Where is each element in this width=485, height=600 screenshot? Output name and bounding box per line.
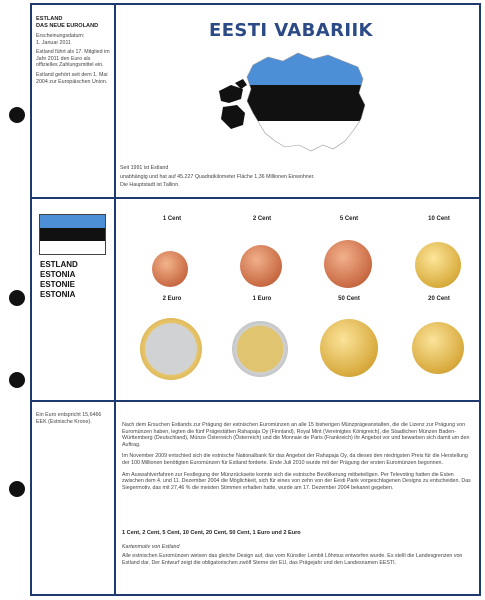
coin-50-cent [320, 319, 378, 377]
coin-label-5-cent: 5 Cent [339, 216, 359, 222]
motif-text: Alle estnischen Euromünzen weisen das gleiche Design auf, das vom Künstler Lembit Lõhmus entworfen wurde. Es stellt die Landesgrenzen von Estland dar. Der Entwurf zeigt die obligatorischen zwölf Sterne der EU, das Prägejahr und den Landesnamen EESTI. [122, 553, 463, 566]
intro-date: Erscheinungsdatum: 1. Januar 2011 [36, 33, 85, 46]
coin-5-cent [324, 240, 372, 288]
country-name-it: ESTONIA [40, 290, 76, 299]
coin-label-2-cent: 2 Cent [252, 216, 272, 222]
coin-2-cent [240, 245, 282, 287]
coin-10-cent [415, 242, 461, 288]
binder-hole-1 [9, 107, 25, 123]
coin-label-2-euro: 2 Euro [162, 296, 182, 302]
intro-text [36, 16, 110, 88]
coin-label-20-cent: 20 Cent [428, 296, 450, 302]
coin-20-cent [412, 322, 464, 374]
flag-stripe-white [40, 241, 105, 254]
page-title: EESTI VABARIIK [209, 20, 373, 41]
coin-1-euro [232, 321, 288, 377]
intro-heading-1: ESTLAND [36, 16, 63, 22]
intro-heading-2: DAS NEUE EUROLAND [36, 23, 99, 29]
binder-hole-2 [9, 290, 25, 306]
section-divider-2 [30, 400, 481, 402]
coin-label-1-euro: 1 Euro [252, 296, 272, 302]
country-name-en: ESTONIA [40, 270, 76, 279]
coin-1-cent [152, 251, 188, 287]
coin-label-10-cent: 10 Cent [428, 216, 450, 222]
coin-label-50-cent: 50 Cent [338, 296, 360, 302]
flag-stripe-black [40, 228, 105, 241]
column-divider [114, 3, 116, 596]
flag-stripe-blue [40, 215, 105, 228]
intro-euro: Estland führt als 17. Mitglied im Jahr 2011 den Euro als offizielles Zahlungsmittel ein. [36, 49, 110, 69]
section-divider-1 [30, 197, 481, 199]
main-text-p1: Nach dem Ersuchen Estlands zur Prägung der estnischen Euromünzen an alle 15 bisherigen Münzprägeanstalten, die die Lizenz zur Prägung von Euromünzen haben, legten die fünf Prägestätten Rahapaja Oy (Finnland), Royal Mint (Vereinigtes Königreich), die Staatlichen Münzen Baden-Württemberg (Deutschland), Münze Österreich (Österreich) und die Monnaie de Paris (Frankreich) ihr Angebot vor und bewarben sich damit um den Auftrag. [122, 422, 470, 448]
binder-hole-4 [9, 481, 25, 497]
intro-eu: Estland gehört seit dem 1. Mai 2004 zur Europäischen Union. [36, 71, 108, 85]
country-name-de: ESTLAND [40, 260, 78, 269]
main-text-p2: Im November 2009 entschied sich die estnische Nationalbank für das Angebot der Rahapaja Oy, da dieses den niedrigsten Preis für die Herstellung der 100 Millionen benötigten Euromünzen für Estland forderte. Ende Juli 2010 wurde mit der Prägung der ersten Euromünzen begonnen. [122, 453, 468, 466]
estonia-flag [39, 214, 106, 255]
country-name-fr: ESTONIE [40, 280, 75, 289]
motif-label: Kartenmotiv von Estland [122, 544, 180, 550]
caption-line-2: unabhängig und hat auf 45.227 Quadratkilometer Fläche 1,36 Millionen Einwohner. [120, 173, 315, 180]
caption-line-1: Seit 1991 ist Estland [120, 165, 169, 171]
main-text-p3: Am Auswahlverfahren zur Festlegung der Münzrückseite konnte sich die estnische Bevölkerung mitbeteiligen. Per Televoting hatten die Esten zwischen dem 4. und 11. Dezember 2004 die Möglichkeit, sich für eines von zehn von der Eesti Pank vorgeschlagenen Designs zu entscheiden. Das Siegermotiv, das mit 27,46 % die meisten Stimmen erhalten hatte, wurde am 17. Dezember 2004 bekannt gegeben. [122, 471, 471, 491]
coin-label-1-cent: 1 Cent [162, 216, 182, 222]
denominations-line: 1 Cent, 2 Cent, 5 Cent, 10 Cent, 20 Cent, 50 Cent, 1 Euro und 2 Euro [122, 530, 301, 536]
exchange-rate-note: Ein Euro entspricht 15,6466 EEK (Estnische Krone). [36, 412, 102, 425]
main-text [122, 422, 472, 496]
binder-hole-3 [9, 372, 25, 388]
map-caption [120, 165, 420, 191]
country-names [40, 260, 110, 300]
estonia-flag-map [213, 45, 373, 160]
coin-2-euro [140, 318, 202, 380]
caption-line-3: Die Hauptstadt ist Tallinn. [120, 182, 180, 189]
